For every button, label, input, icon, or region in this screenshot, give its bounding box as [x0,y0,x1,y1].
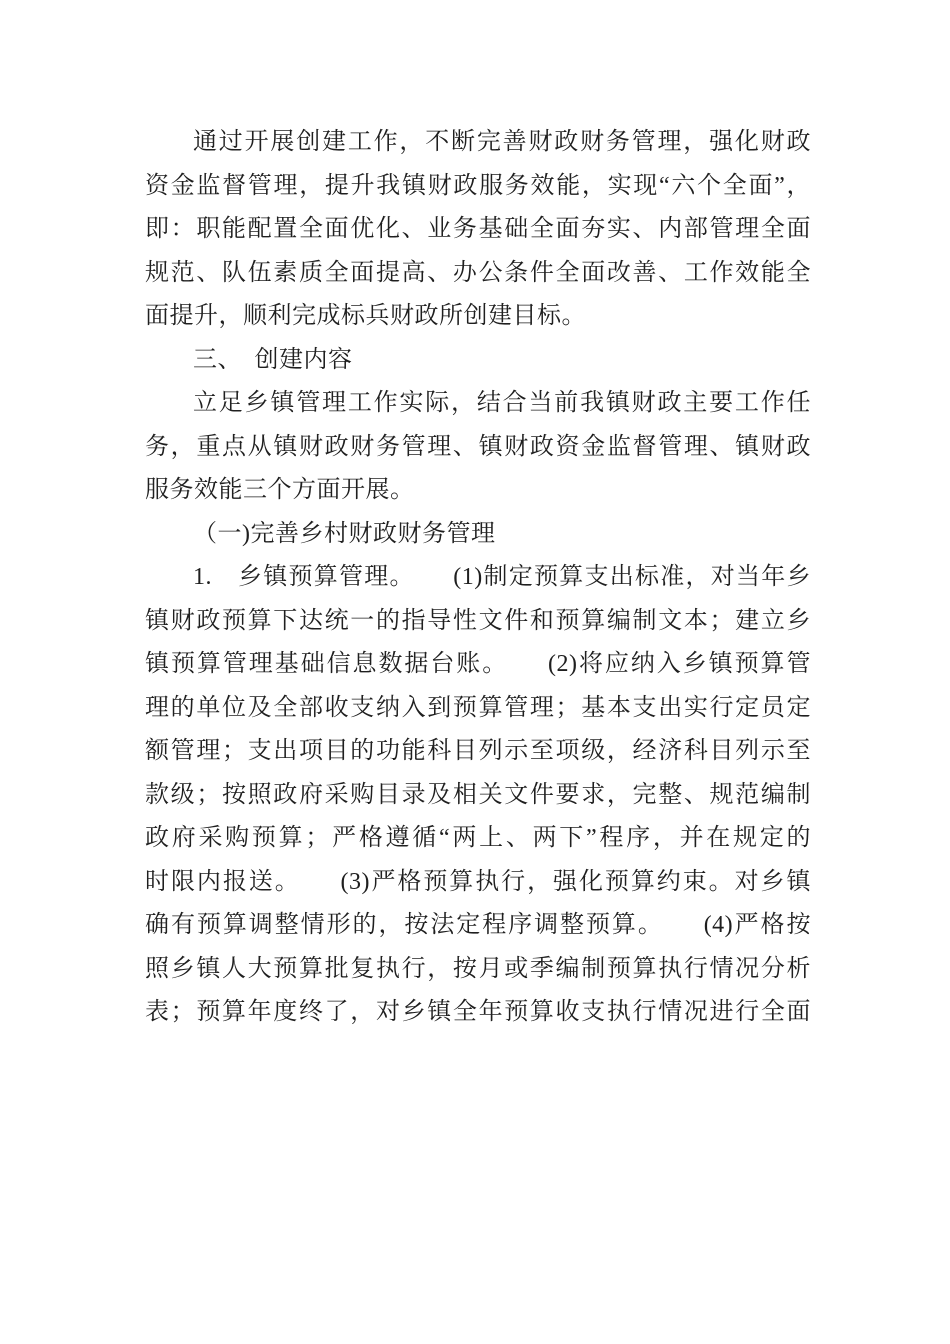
document-line: 资金监督管理，提升我镇财政服务效能，实现“六个全面”， [145,172,811,199]
document-line: 款级；按照政府采购目录及相关文件要求，完整、规范编制 [145,781,811,808]
document-line: 确有预算调整情形的，按法定程序调整预算。 (4)严格按 [145,912,811,938]
document-line: 服务效能三个方面开展。 [145,477,415,503]
document-line: 立足乡镇管理工作实际，结合当前我镇财政主要工作任 [193,390,811,416]
document-line: 1. 乡镇预算管理。 (1)制定预算支出标准，对当年乡 [193,564,811,590]
document-line: 表；预算年度终了，对乡镇全年预算收支执行情况进行全面 [145,999,811,1025]
document-line: 规范、队伍素质全面提高、办公条件全面改善、工作效能全 [145,259,811,286]
document-line: 镇预算管理基础信息数据台账。 (2)将应纳入乡镇预算管 [145,651,811,677]
document-line: 通过开展创建工作，不断完善财政财务管理，强化财政 [193,129,811,155]
document-line: 时限内报送。 (3)严格预算执行，强化预算约束。对乡镇 [145,868,811,895]
document-line: 照乡镇人大预算批复执行，按月或季编制预算执行情况分析 [145,955,811,982]
document-line: 即：职能配置全面优化、业务基础全面夯实、内部管理全面 [145,216,811,242]
subsection-heading: （一)完善乡村财政财务管理 [193,520,496,547]
document-line: 镇财政预算下达统一的指导性文件和预算编制文本；建立乡 [145,607,811,634]
document-line: 额管理；支出项目的功能科目列示至项级，经济科目列示至 [145,738,811,764]
document-line: 务，重点从镇财政财务管理、镇财政资金监督管理、镇财政 [145,433,811,460]
document-text-block [145,121,811,1035]
document-line: 面提升，顺利完成标兵财政所创建目标。 [145,303,586,329]
document-line: 政府采购预算；严格遵循“两上、两下”程序，并在规定的 [145,825,811,851]
document-line: 理的单位及全部收支纳入到预算管理；基本支出实行定员定 [145,694,811,721]
section-heading: 三、 创建内容 [193,346,353,373]
